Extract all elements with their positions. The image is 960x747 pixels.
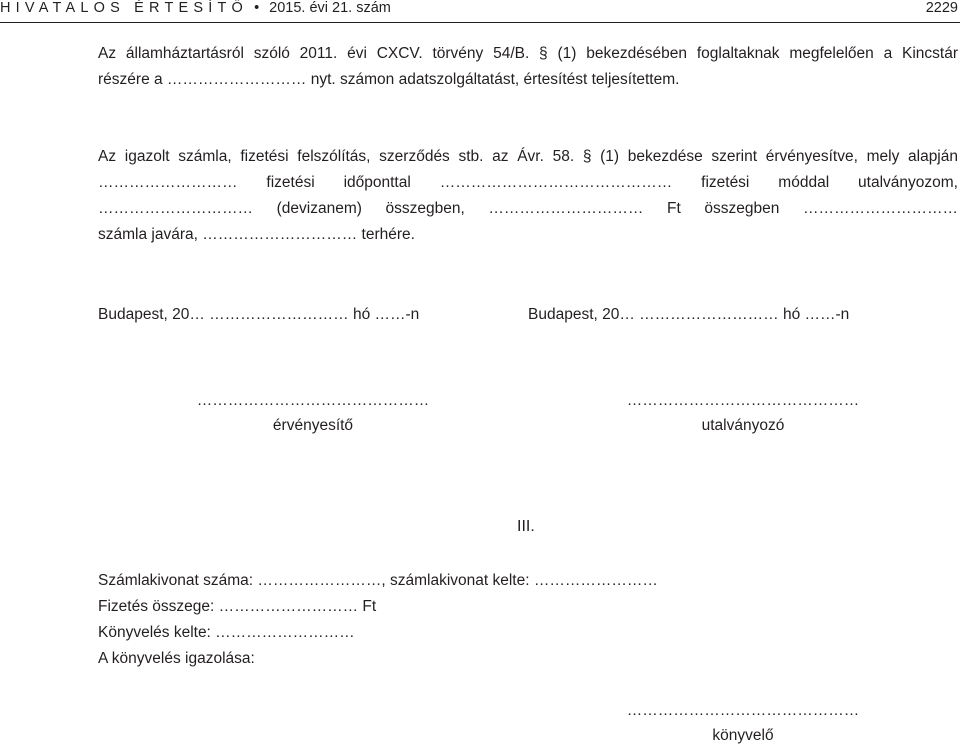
bullet-separator: • <box>254 0 260 16</box>
para1-line1: Az államháztartásról szóló 2011. évi CXCV. törvény 54/B. § (1) bekezdésében foglaltaknak megfelelően a Kincstár <box>98 45 958 62</box>
signature-line: ……………………………………… <box>196 392 430 409</box>
running-head <box>0 0 391 16</box>
page-header <box>0 0 960 23</box>
statement-line3: Könyvelés kelte: ……………………… <box>98 624 355 641</box>
authorizer-label: utalványozó <box>701 417 785 434</box>
para1-line2: részére a ……………………… nyt. számon adatszolgáltatást, értesítést teljesítettem. <box>98 71 680 88</box>
bookkeeper-signature <box>608 702 878 745</box>
statement-line4: A könyvelés igazolása: <box>98 650 255 667</box>
para2-line4: számla javára, ………………………… terhére. <box>98 226 415 243</box>
statement-line2: Fizetés összege: ……………………… Ft <box>98 598 377 615</box>
validator-label: érvényesítő <box>272 417 354 434</box>
para2-line3: ………………………… (devizanem) összegben, ………………………… Ft összegben ………………………… <box>98 200 958 217</box>
journal-name: HIVATALOS ÉRTESÍTŐ <box>0 0 249 16</box>
para2-line2: ……………………… fizetési időponttal ……………………………………… fizetési móddal utalványozom, <box>98 174 958 191</box>
section-number: III. <box>517 518 535 535</box>
signature-line: ……………………………………… <box>626 702 860 719</box>
para2-line1: Az igazolt számla, fizetési felszólítás, szerződés stb. az Ávr. 58. § (1) bekezdése szerint érvényesítve, mely alapján <box>98 148 958 165</box>
place-date-left: Budapest, 20… ……………………… hó ……-n <box>98 306 420 323</box>
validator-signature <box>178 392 448 435</box>
signature-line: ……………………………………… <box>626 392 860 409</box>
page-number: 2229 <box>925 0 958 16</box>
place-date-right: Budapest, 20… ……………………… hó ……-n <box>528 306 850 323</box>
authorizer-signature <box>608 392 878 435</box>
statement-line1: Számlakivonat száma: ……………………, számlakivonat kelte: …………………… <box>98 572 658 589</box>
issue-info: 2015. évi 21. szám <box>269 0 391 16</box>
bookkeeper-label: könyvelő <box>712 727 774 744</box>
